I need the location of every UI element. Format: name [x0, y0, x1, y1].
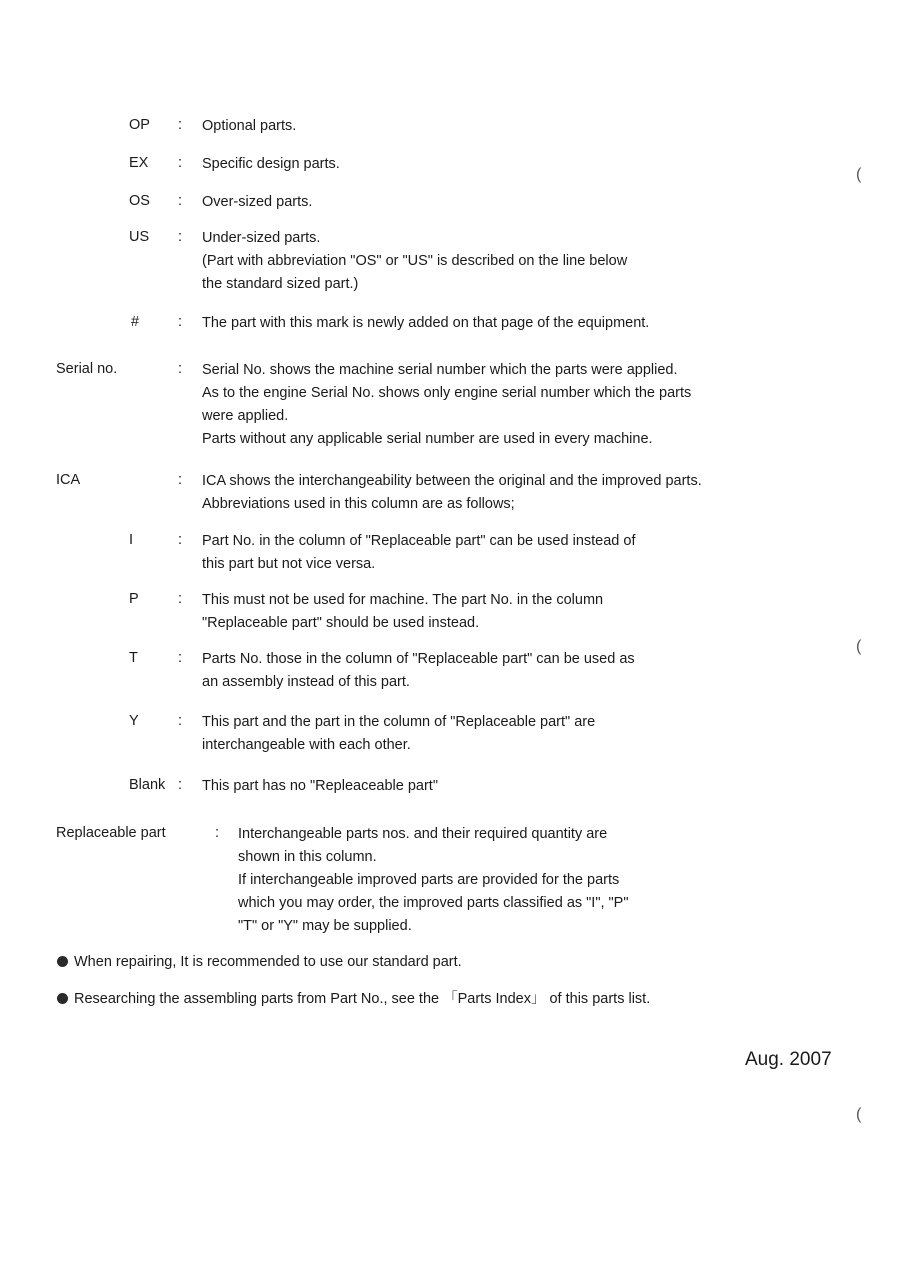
desc-line: Specific design parts.	[202, 156, 340, 172]
desc-line: This must not be used for machine. The part No. in the column	[202, 592, 604, 608]
desc-line: (Part with abbreviation "OS" or "US" is described on the line below	[202, 253, 628, 269]
colon: :	[178, 229, 183, 245]
colon: :	[178, 472, 183, 488]
abbr-desc	[202, 191, 802, 214]
desc-line: Serial No. shows the machine serial number which the parts were applied.	[202, 362, 678, 378]
ica-label: ICA	[56, 472, 81, 488]
desc-line: which you may order, the improved parts classified as "I", "P"	[238, 895, 629, 911]
desc-line: Abbreviations used in this column are as follows;	[202, 496, 515, 512]
note-standard-part	[57, 954, 462, 970]
desc-line: this part but not vice versa.	[202, 556, 376, 572]
colon: :	[178, 713, 183, 729]
desc-line: Parts No. those in the column of "Replaceable part" can be used as	[202, 651, 635, 667]
desc-line: ICA shows the interchangeability between the original and the improved parts.	[202, 473, 702, 489]
binding-hole-mark: (	[856, 1106, 862, 1123]
colon: :	[178, 777, 183, 793]
desc-line: an assembly instead of this part.	[202, 674, 410, 690]
ica-code: I	[129, 532, 134, 548]
ica-code-desc	[202, 775, 802, 798]
desc-line: Parts without any applicable serial number are used in every machine.	[202, 431, 653, 447]
abbr-code: OP	[129, 117, 150, 133]
ica-desc	[202, 470, 802, 516]
desc-line: This part and the part in the column of "Replaceable part" are	[202, 714, 596, 730]
desc-line: This part has no "Repleaceable part"	[202, 778, 438, 794]
binding-hole-mark: (	[856, 638, 862, 655]
abbr-code: EX	[129, 155, 149, 171]
ica-code-desc	[202, 648, 802, 694]
replaceable-desc	[238, 823, 798, 938]
note-parts-index	[57, 987, 650, 1008]
abbr-desc	[202, 153, 802, 176]
desc-line: Optional parts.	[202, 118, 297, 134]
colon: :	[215, 825, 220, 841]
desc-line: Part No. in the column of "Replaceable part" can be used instead of	[202, 533, 636, 549]
abbr-code: US	[129, 229, 150, 245]
desc-line: "T" or "Y" may be supplied.	[238, 918, 412, 934]
serial-desc	[202, 359, 802, 451]
desc-line: Interchangeable parts nos. and their required quantity are	[238, 826, 608, 842]
bullet-icon	[57, 956, 68, 967]
desc-line: The part with this mark is newly added on that page of the equipment.	[202, 315, 650, 331]
colon: :	[178, 650, 183, 666]
abbr-code: OS	[129, 193, 150, 209]
desc-line: were applied.	[202, 408, 289, 424]
abbr-code: #	[131, 314, 140, 330]
replaceable-label: Replaceable part	[56, 825, 166, 841]
abbr-desc	[202, 227, 802, 296]
colon: :	[178, 591, 183, 607]
publication-date: Aug. 2007	[745, 1049, 832, 1070]
desc-line: If interchangeable improved parts are provided for the parts	[238, 872, 620, 888]
desc-line: Under-sized parts.	[202, 230, 321, 246]
binding-hole-mark: (	[856, 166, 862, 183]
ica-code-desc	[202, 530, 802, 576]
desc-line: shown in this column.	[238, 849, 377, 865]
serial-label: Serial no.	[56, 361, 118, 377]
desc-line: interchangeable with each other.	[202, 737, 411, 753]
desc-line: the standard sized part.)	[202, 276, 359, 292]
colon: :	[178, 155, 183, 171]
colon: :	[178, 314, 183, 330]
desc-line: As to the engine Serial No. shows only engine serial number which the parts	[202, 385, 692, 401]
abbr-desc	[202, 115, 802, 138]
colon: :	[178, 117, 183, 133]
ica-code: P	[129, 591, 139, 607]
ica-code: Blank	[129, 777, 166, 793]
colon: :	[178, 532, 183, 548]
ica-code-desc	[202, 711, 802, 757]
colon: :	[178, 361, 183, 377]
note-text: Researching the assembling parts from Part No., see the 「Parts Index」 of this parts list.	[74, 991, 651, 1007]
bullet-icon	[57, 993, 68, 1004]
desc-line: "Replaceable part" should be used instead.	[202, 615, 480, 631]
ica-code-desc	[202, 589, 802, 635]
abbr-desc	[202, 312, 802, 335]
ica-code: Y	[129, 713, 139, 729]
desc-line: Over-sized parts.	[202, 194, 313, 210]
ica-code: T	[129, 650, 138, 666]
colon: :	[178, 193, 183, 209]
note-text: When repairing, It is recommended to use our standard part.	[74, 954, 462, 970]
